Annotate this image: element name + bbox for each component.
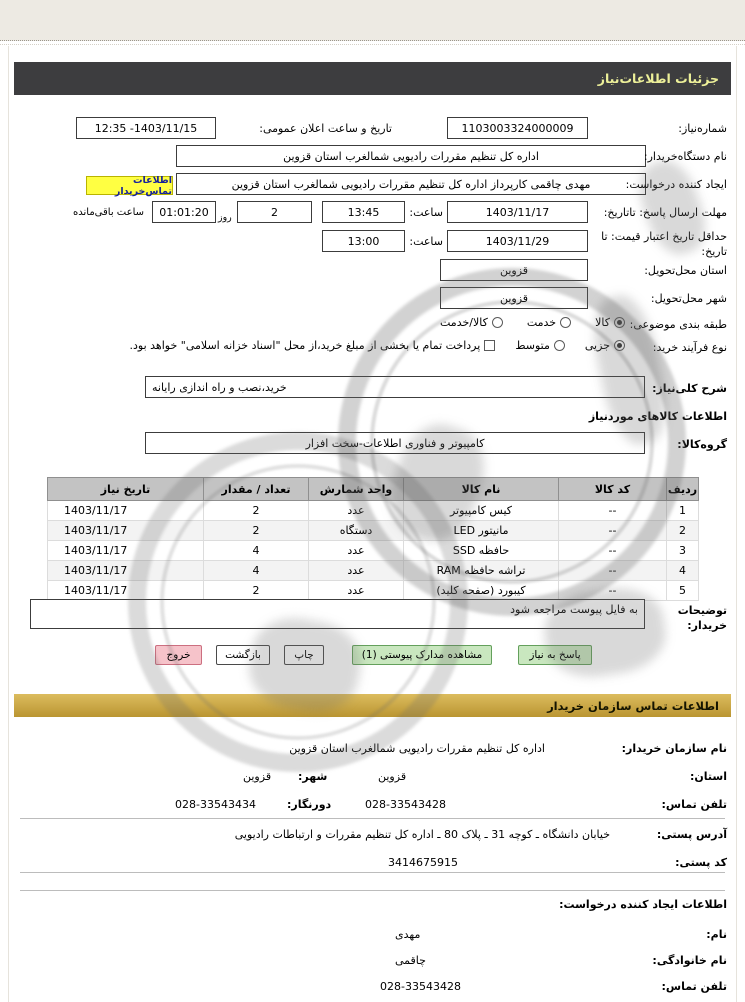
deadline-hour-label: ساعت:	[409, 206, 443, 219]
need-desc-label: شرح کلی‌نیاز:	[652, 382, 727, 395]
cell-code: --	[559, 561, 667, 581]
need-number-value: 1103003324000009	[461, 121, 574, 135]
validity-time-field	[322, 230, 405, 252]
contact-fax-value: 028-33543434	[175, 798, 256, 811]
answer-need-button[interactable]: پاسخ به نیاز	[518, 645, 592, 665]
announce-field	[76, 117, 216, 139]
cell-name: مانیتور LED	[404, 521, 559, 541]
delivery-city-label: شهر محل‌تحویل:	[650, 292, 727, 305]
cell-row: 4	[667, 561, 699, 581]
top-strip	[0, 0, 745, 41]
process-option-minor-label: جزیی	[584, 339, 610, 352]
radio-goods-service-icon[interactable]	[492, 317, 503, 328]
remaining-label: ساعت باقی‌مانده	[73, 207, 145, 218]
item-group-value: کامپیوتر و فناوری اطلاعات-سخت افزار	[305, 436, 485, 450]
delivery-city-field	[440, 287, 588, 309]
contact-city-label: شهر:	[298, 770, 328, 783]
contact-address-value: خیابان دانشگاه ـ کوچه 31 ـ پلاک 80 ـ اداره کل تنظیم مقررات و ارتباطات رادیویی	[234, 828, 610, 841]
remaining-time-field	[152, 201, 216, 223]
top-strip-divider	[0, 44, 745, 45]
process-type-options	[130, 339, 625, 352]
cell-name: حافظه SSD	[404, 541, 559, 561]
table-row	[48, 561, 699, 581]
cell-qty: 4	[204, 541, 309, 561]
cell-name: کیبورد (صفحه کلید)	[404, 581, 559, 601]
contact-city-value: قزوین	[243, 770, 272, 783]
item-group-field	[145, 432, 645, 454]
buyer-org-value: اداره کل تنظیم مقررات رادیویی شمالغرب استان قزوین	[283, 149, 539, 163]
cell-name: کیس کامپیوتر	[404, 501, 559, 521]
buyer-contact-section-title: اطلاعات تماس سازمان خریدار	[547, 698, 719, 713]
cell-row: 1	[667, 501, 699, 521]
cell-row: 2	[667, 521, 699, 541]
col-need-date: تاریخ نیاز	[48, 478, 204, 501]
cell-row: 5	[667, 581, 699, 601]
remaining-time-value: 01:01:20	[159, 205, 209, 219]
creator-phone-value: 028-33543428	[380, 980, 461, 993]
process-type-label: نوع فرآیند خرید:	[652, 341, 727, 354]
buyer-contact-link[interactable]: اطلاعات تماس‌خریدار	[86, 176, 173, 195]
need-number-label: شماره‌نیاز:	[678, 122, 727, 135]
frame-right-border	[736, 46, 737, 1002]
cell-code: --	[559, 541, 667, 561]
items-table-header-row	[48, 478, 699, 501]
items-table	[48, 477, 699, 601]
treasury-checkbox-label: پرداخت تمام یا بخشی از مبلغ خرید،از محل "اسناد خزانه اسلامی" خواهد بود.	[129, 339, 481, 352]
process-option-medium[interactable]	[515, 339, 565, 352]
org-name-value: اداره کل تنظیم مقررات رادیویی شمالغرب استان قزوین	[289, 742, 545, 755]
item-group-label: گروه‌کالا:	[677, 438, 727, 451]
creator-last-name-value: چاقمی	[395, 954, 426, 967]
delivery-province-value: قزوین	[499, 263, 529, 277]
cell-qty: 2	[204, 501, 309, 521]
buyer-org-label: نام دستگاه‌خریدار:	[643, 150, 727, 163]
buyer-note-field	[30, 599, 645, 629]
print-button[interactable]: چاپ	[284, 645, 324, 665]
requester-value: مهدی چاقمی کارپرداز اداره کل تنظیم مقررات رادیویی شمالغرب استان قزوین	[231, 177, 591, 191]
buyer-org-field	[176, 145, 646, 167]
need-desc-field	[145, 376, 645, 398]
creator-first-name-label: نام:	[706, 928, 727, 941]
radio-goods-icon[interactable]	[614, 317, 625, 328]
treasury-checkbox-icon[interactable]	[484, 340, 495, 351]
table-row	[48, 581, 699, 601]
col-quantity: تعداد / مقدار	[204, 478, 309, 501]
cell-row: 3	[667, 541, 699, 561]
watermark-mark	[585, 290, 675, 449]
items-section-title: اطلاعات کالاهای موردنیاز	[588, 410, 727, 423]
subject-option-goods-label: کالا	[595, 316, 610, 329]
creator-phone-label: تلفن تماس:	[661, 980, 727, 993]
col-item-name: نام کالا	[404, 478, 559, 501]
cell-unit: عدد	[309, 581, 404, 601]
radio-minor-icon[interactable]	[614, 340, 625, 351]
process-option-minor[interactable]	[585, 339, 625, 352]
cell-name: تراشه حافظه RAM	[404, 561, 559, 581]
page-header-bar	[14, 62, 731, 95]
divider	[20, 818, 725, 819]
delivery-province-label: استان محل‌تحویل:	[644, 264, 727, 277]
cell-date: 1403/11/17	[48, 521, 204, 541]
creator-last-name-label: نام خانوادگی:	[652, 954, 727, 967]
subject-class-label: طبقه بندی موضوعی:	[629, 318, 727, 331]
radio-medium-icon[interactable]	[554, 340, 565, 351]
col-row-number: ردیف	[667, 478, 699, 501]
subject-option-goods-service-label: کالا/خدمت	[440, 316, 488, 329]
radio-service-icon[interactable]	[560, 317, 571, 328]
buyer-note-value: به فایل پیوست مراجعه شود	[510, 603, 638, 616]
col-unit: واحد شمارش	[309, 478, 404, 501]
frame-left-border	[8, 46, 9, 1002]
contact-phone-label: تلفن تماس:	[661, 798, 727, 811]
deadline-time-value: 13:45	[347, 205, 380, 219]
validity-date-value: 1403/11/29	[485, 234, 550, 248]
cell-unit: دستگاه	[309, 521, 404, 541]
subject-option-goods[interactable]	[595, 316, 625, 329]
exit-button[interactable]: خروج	[155, 645, 202, 665]
contact-province-value: قزوین	[378, 770, 407, 783]
contact-province-label: استان:	[690, 770, 727, 783]
validity-label: حداقل تاریخ اعتبار قیمت: تا تاریخ:	[601, 230, 727, 258]
creator-section-title: اطلاعات ایجاد کننده درخواست:	[559, 898, 727, 911]
remaining-days-field	[237, 201, 312, 223]
cell-unit: عدد	[309, 501, 404, 521]
treasury-checkbox-option[interactable]	[130, 339, 496, 352]
divider	[20, 890, 725, 891]
need-number-field	[447, 117, 588, 139]
need-desc-value: خرید،نصب و راه اندازی رایانه	[152, 380, 287, 394]
announce-value: 1403/11/15- 12:35	[94, 121, 198, 135]
days-unit-label: روز	[218, 212, 232, 223]
deadline-date-field	[447, 201, 588, 223]
buyer-note-label: توضیحات خریدار:	[677, 604, 727, 632]
validity-time-value: 13:00	[347, 234, 380, 248]
validity-hour-label: ساعت:	[409, 235, 443, 248]
divider	[20, 872, 725, 873]
subject-option-service-label: خدمت	[526, 316, 557, 329]
page-title: جزئیات اطلاعات‌نیاز	[597, 71, 719, 86]
cell-unit: عدد	[309, 541, 404, 561]
contact-fax-label: دورنگار:	[287, 798, 332, 811]
cell-date: 1403/11/17	[48, 561, 204, 581]
cell-date: 1403/11/17	[48, 501, 204, 521]
creator-first-name-value: مهدی	[395, 928, 421, 941]
view-attachments-button[interactable]: مشاهده مدارک پیوستی (1)	[352, 645, 492, 665]
cell-qty: 2	[204, 581, 309, 601]
table-row	[48, 521, 699, 541]
contact-address-label: آدرس پستی:	[656, 828, 727, 841]
deadline-label: مهلت ارسال پاسخ: تاتاریخ:	[603, 206, 727, 219]
remaining-days-value: 2	[271, 205, 278, 219]
contact-phone-value: 028-33543428	[365, 798, 446, 811]
col-item-code: کد کالا	[559, 478, 667, 501]
deadline-date-value: 1403/11/17	[485, 205, 550, 219]
back-button[interactable]: بازگشت	[216, 645, 270, 665]
process-option-medium-label: متوسط	[515, 339, 550, 352]
cell-qty: 2	[204, 521, 309, 541]
contact-postal-value: 3414675915	[388, 856, 458, 869]
announce-label: تاریخ و ساعت اعلان عمومی:	[259, 122, 392, 135]
table-row	[48, 541, 699, 561]
org-name-label: نام سازمان خریدار:	[621, 742, 727, 755]
cell-date: 1403/11/17	[48, 541, 204, 561]
buyer-contact-section-bar	[14, 694, 731, 717]
subject-option-goods-service[interactable]	[440, 316, 503, 329]
subject-option-service[interactable]	[527, 316, 571, 329]
delivery-city-value: قزوین	[499, 291, 529, 305]
cell-date: 1403/11/17	[48, 581, 204, 601]
cell-unit: عدد	[309, 561, 404, 581]
contact-postal-label: کد پستی:	[675, 856, 727, 869]
cell-qty: 4	[204, 561, 309, 581]
cell-code: --	[559, 521, 667, 541]
requester-label: ایجاد کننده درخواست:	[625, 178, 727, 191]
validity-date-field	[447, 230, 588, 252]
requester-field	[176, 173, 646, 195]
subject-class-options	[440, 316, 625, 329]
delivery-province-field	[440, 259, 588, 281]
cell-code: --	[559, 501, 667, 521]
deadline-time-field	[322, 201, 405, 223]
table-row	[48, 501, 699, 521]
cell-code: --	[559, 581, 667, 601]
